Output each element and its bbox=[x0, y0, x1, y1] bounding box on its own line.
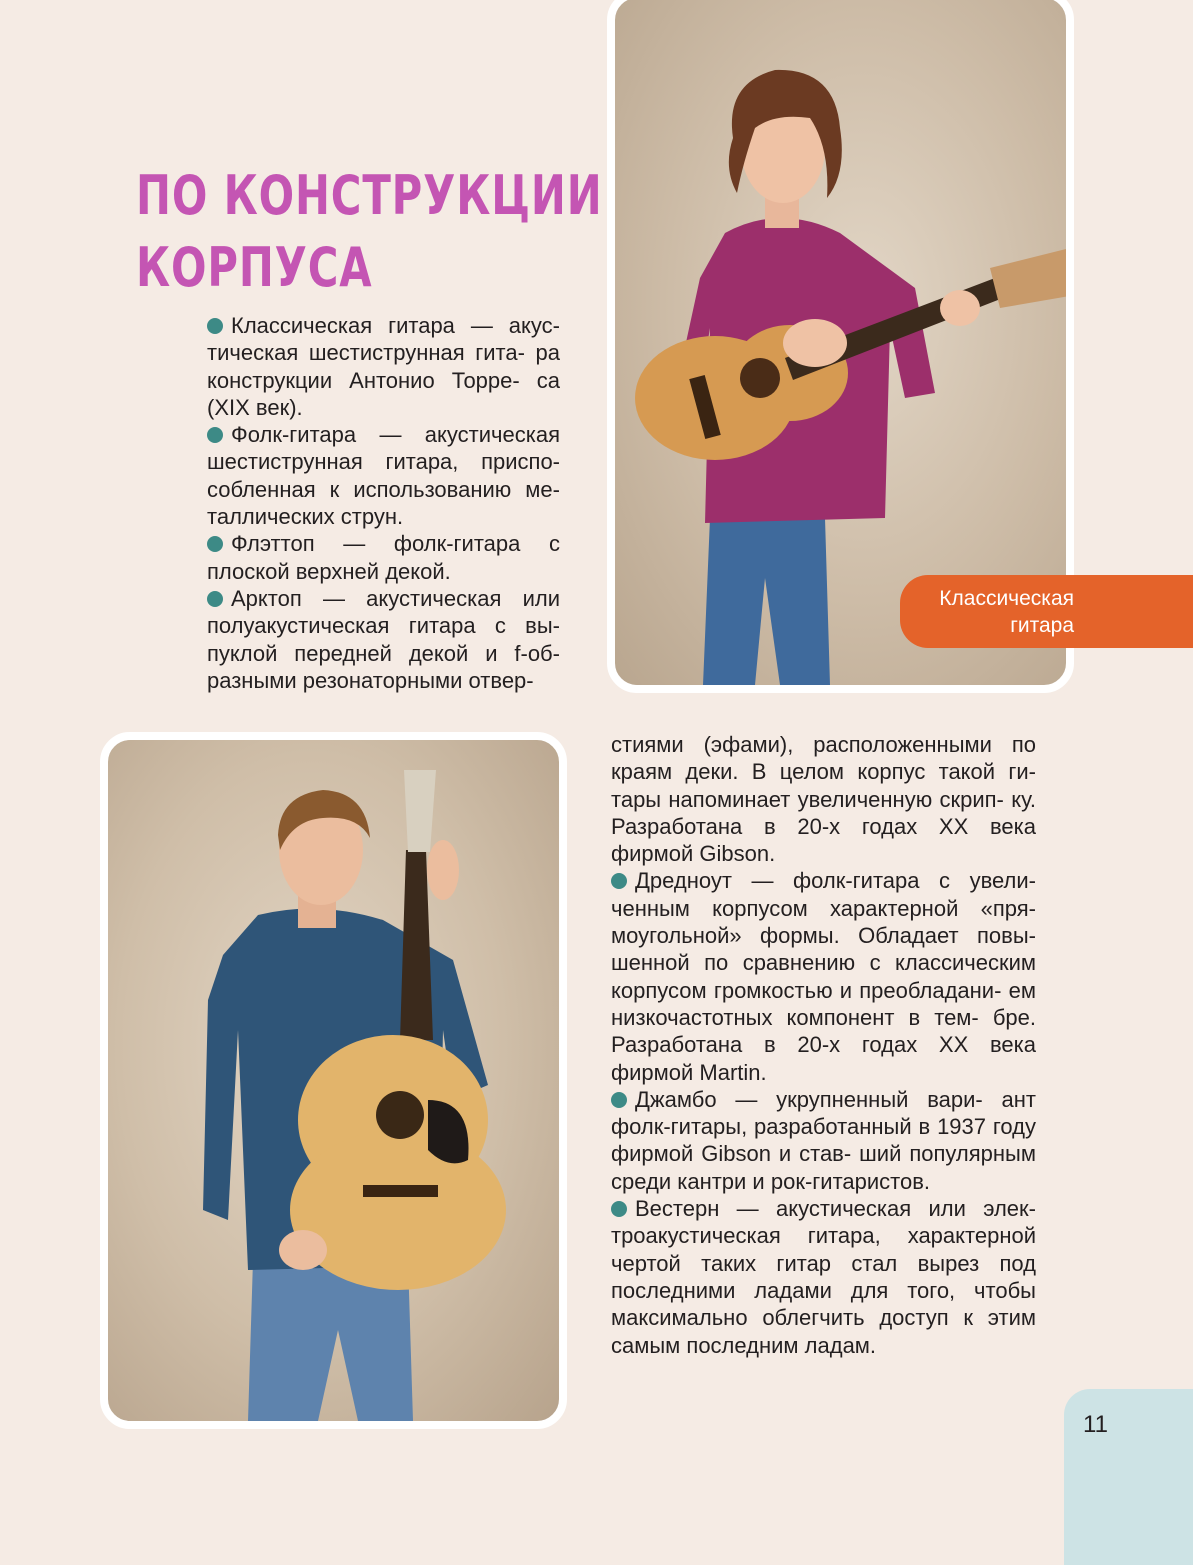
text-line: тическая шестиструнная гита- bbox=[207, 340, 525, 366]
text-line: полуакустическая гитара с вы- bbox=[207, 613, 560, 639]
caption-line-1: Классическая bbox=[939, 587, 1074, 610]
text-line: стиями (эфами), расположенными по bbox=[611, 732, 1036, 757]
photo-man-acoustic-guitar bbox=[100, 732, 567, 1429]
text-line: пуклой передней декой и f-об- bbox=[207, 640, 560, 666]
text-line: моугольной» формы. Обладает повы- bbox=[611, 923, 1036, 949]
heading-line-2: КОРПУСА bbox=[136, 236, 373, 299]
bullet-icon bbox=[207, 536, 223, 552]
text-line: рок-гитаристов. bbox=[770, 1168, 931, 1194]
text-line: бре. Разработана в 20-х годах XX века bbox=[611, 1004, 1036, 1058]
paragraph-archtop-continued bbox=[611, 731, 1036, 867]
text-line: чертой таких гитар стал вырез под bbox=[611, 1250, 1036, 1276]
heading-line-1: ПО КОНСТРУКЦИИ bbox=[136, 164, 603, 227]
section-heading bbox=[136, 160, 603, 304]
text-line: максимально облегчить доступ к этим bbox=[611, 1305, 1036, 1331]
text-line: разными резонаторными отвер- bbox=[207, 667, 534, 693]
paragraph-dreadnought bbox=[611, 867, 1036, 1085]
paragraph-western bbox=[611, 1195, 1036, 1359]
text-line: Фолк-гитара — акустическая bbox=[231, 422, 560, 448]
text-line: последними ладами для того, чтобы bbox=[611, 1277, 1036, 1303]
text-line: ра конструкции Антонио Торре- bbox=[207, 340, 560, 393]
bullet-icon bbox=[207, 427, 223, 443]
paragraph-flattop bbox=[207, 530, 560, 585]
text-line: фирмой Gibson. bbox=[611, 841, 776, 867]
text-line: шенной по сравнению с классическим bbox=[611, 950, 1036, 976]
text-line: Арктоп — акустическая или bbox=[231, 585, 560, 611]
text-line: троакустическая гитара, характерной bbox=[611, 1223, 1036, 1249]
page-number-tab bbox=[1064, 1389, 1193, 1565]
text-column-2 bbox=[611, 731, 1036, 1359]
paragraph-jumbo bbox=[611, 1086, 1036, 1195]
text-line: ант фолк-гитары, разработанный bbox=[611, 1086, 1036, 1140]
text-line: плоской верхней декой. bbox=[207, 558, 451, 584]
photo-caption bbox=[900, 575, 1193, 648]
text-line: тары напоминает увеличенную скрип- bbox=[611, 786, 1004, 812]
text-line: Флэттоп — фолк-гитара с bbox=[231, 531, 560, 557]
text-line: Классическая гитара — акус- bbox=[231, 313, 560, 338]
text-line: шестиструнная гитара, приспо- bbox=[207, 449, 560, 475]
text-line: ченным корпусом характерной «пря- bbox=[611, 895, 1036, 921]
man-with-guitar-illustration bbox=[108, 740, 559, 1421]
text-line: Дредноут — фолк-гитара с увели- bbox=[635, 868, 1036, 894]
bullet-icon bbox=[611, 1201, 627, 1217]
paragraph-archtop bbox=[207, 585, 560, 694]
caption-line-2: гитара bbox=[1010, 614, 1074, 637]
text-line: Джамбо — укрупненный вари- bbox=[635, 1086, 983, 1112]
page-number: 11 bbox=[1083, 1411, 1108, 1438]
bullet-icon bbox=[207, 318, 223, 334]
text-line: самым последним ладам. bbox=[611, 1332, 877, 1358]
text-line: ку. Разработана в 20-х годах XX века bbox=[611, 786, 1036, 839]
text-line: Вестерн — акустическая или элек- bbox=[635, 1196, 1036, 1222]
bullet-icon bbox=[611, 1092, 627, 1108]
text-line: в 1937 году фирмой Gibson и став- bbox=[611, 1114, 1036, 1167]
text-line: собленная к использованию ме- bbox=[207, 476, 560, 502]
text-line: краям деки. В целом корпус такой ги- bbox=[611, 759, 1036, 785]
text-line: таллических струн. bbox=[207, 504, 404, 530]
paragraph-folk bbox=[207, 421, 560, 530]
text-column-1 bbox=[207, 312, 560, 694]
text-line: ем низкочастотных компонент в тем- bbox=[611, 977, 1036, 1030]
text-line: фирмой Martin. bbox=[611, 1059, 767, 1085]
paragraph-classical bbox=[207, 312, 560, 421]
bullet-icon bbox=[207, 591, 223, 607]
text-line: ший популярным среди кантри и bbox=[611, 1141, 1036, 1194]
text-line: са (XIX век). bbox=[207, 367, 560, 420]
text-line: корпусом громкостью и преобладани- bbox=[611, 977, 1002, 1003]
bullet-icon bbox=[611, 873, 627, 889]
